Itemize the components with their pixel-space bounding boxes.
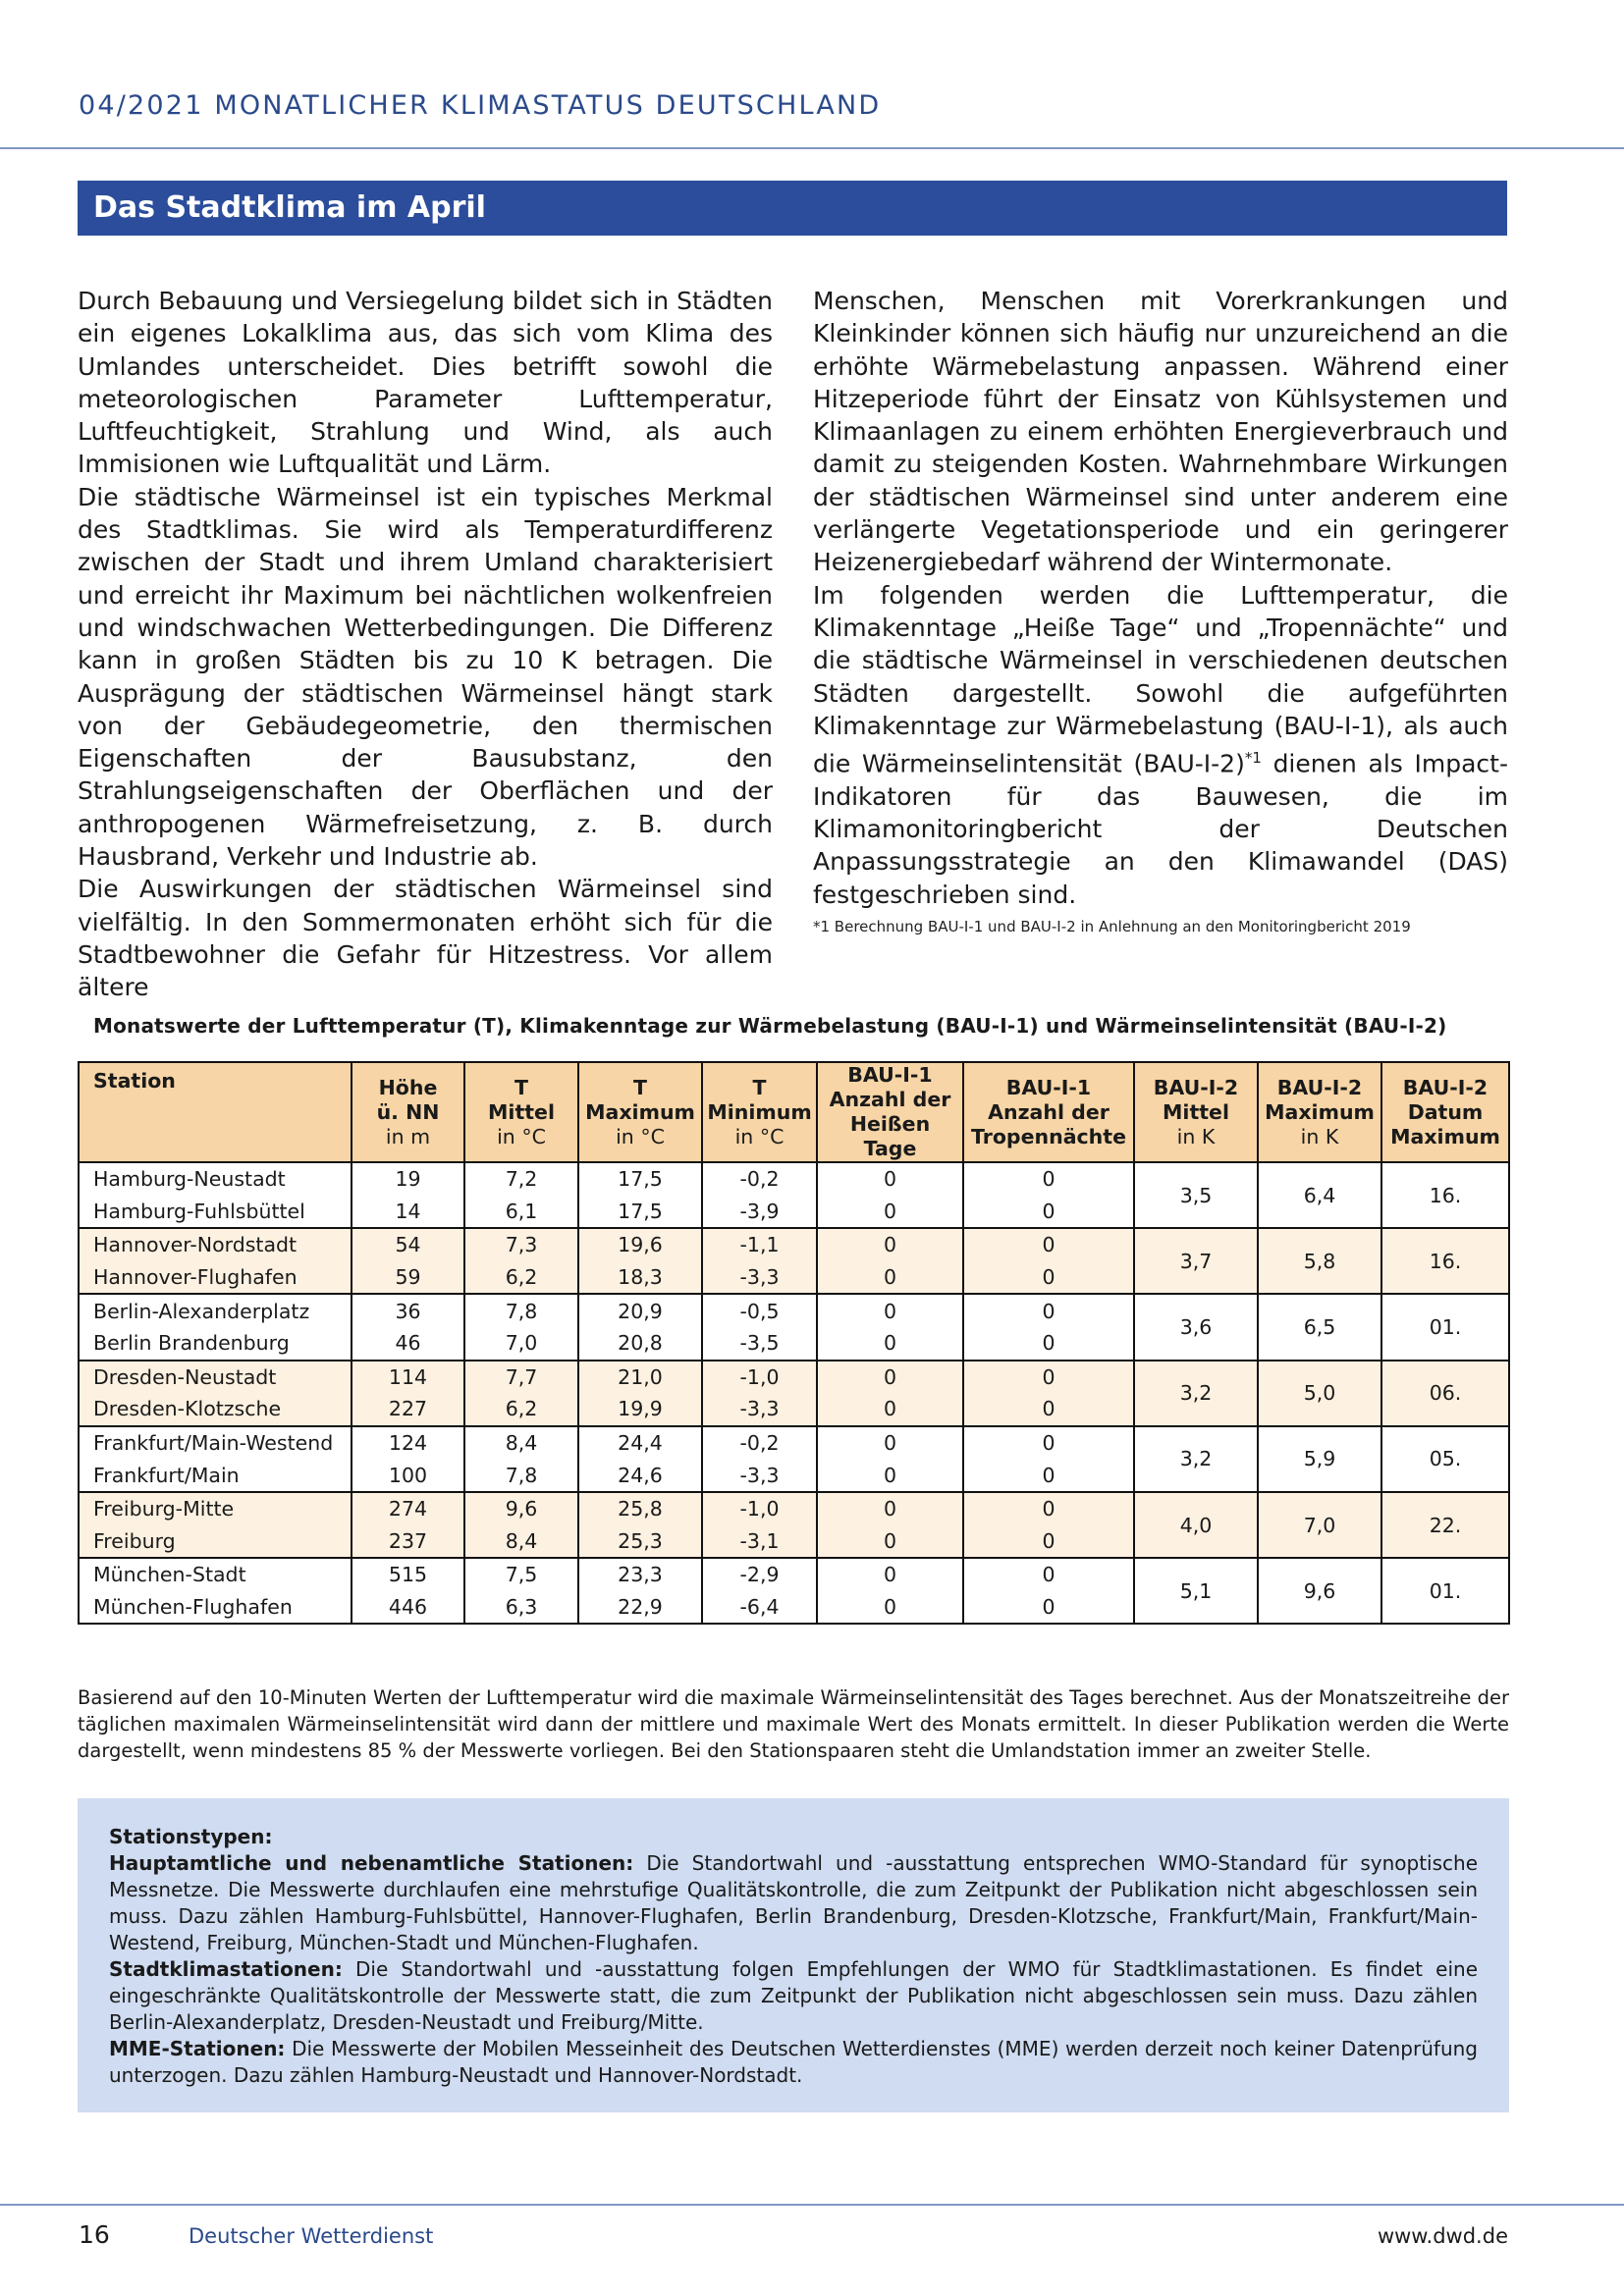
- value-cell: 0: [817, 1459, 963, 1492]
- heat-island-cell: 6,4: [1258, 1162, 1381, 1228]
- header-line: BAU-I-2: [1402, 1075, 1489, 1099]
- climate-table: [78, 1061, 1510, 1625]
- station-name-cell: Dresden-Klotzsche: [79, 1393, 352, 1426]
- value-cell: 0: [963, 1459, 1134, 1492]
- heat-island-cell: 7,0: [1258, 1492, 1381, 1558]
- footnote: *1 Berechnung BAU-I-1 und BAU-I-2 in Anlehnung an den Monitoringbericht 2019: [813, 918, 1411, 935]
- infobox-text: Die Standortwahl und -ausstattung entsprechen WMO-Standard für synoptische Messnetze. Die Messwerte durchlaufen eine mehrstufige Qualitätskontrolle, die zum Zeitpunkt der Publikation nicht abgeschlossen sein muss. Dazu zählen Hamburg-Fuhlsbüttel, Hannover-Flughafen, Berlin Brandenburg, Dresden-Klotzsche, Frankfurt/Main, Frankfurt/Main-Westend, Freiburg, München-Stadt und München-Flughafen.: [109, 1851, 1479, 1954]
- table-note: [78, 1684, 1509, 1764]
- heat-island-cell: 3,2: [1134, 1361, 1258, 1426]
- table-row: [79, 1492, 1509, 1525]
- value-cell: 0: [963, 1393, 1134, 1426]
- station-name-cell: Hamburg-Neustadt: [79, 1162, 352, 1196]
- value-cell: 7,3: [464, 1228, 578, 1261]
- header-unit: Tropennächte: [971, 1124, 1126, 1148]
- value-cell: 6,1: [464, 1196, 578, 1229]
- value-cell: -3,1: [702, 1525, 817, 1559]
- value-cell: 237: [352, 1525, 464, 1559]
- value-cell: 0: [817, 1393, 963, 1426]
- footer-divider: [0, 2204, 1624, 2206]
- value-cell: 0: [963, 1294, 1134, 1327]
- value-cell: 0: [817, 1361, 963, 1394]
- heat-island-cell: 5,1: [1134, 1558, 1258, 1624]
- value-cell: 20,8: [578, 1327, 702, 1361]
- section-title: Das Stadtklima im April: [78, 181, 1507, 236]
- value-cell: 0: [817, 1228, 963, 1261]
- station-name-cell: München-Stadt: [79, 1558, 352, 1591]
- station-name-cell: Hannover-Flughafen: [79, 1261, 352, 1295]
- header-divider: [0, 147, 1624, 149]
- header-unit: in °C: [616, 1124, 665, 1148]
- value-cell: 21,0: [578, 1361, 702, 1394]
- value-cell: 17,5: [578, 1162, 702, 1196]
- value-cell: 0: [963, 1492, 1134, 1525]
- header-line: Maximum: [1265, 1099, 1375, 1124]
- value-cell: 19: [352, 1162, 464, 1196]
- table-header-cell: [963, 1062, 1134, 1162]
- table-header-cell: [464, 1062, 578, 1162]
- value-cell: 7,5: [464, 1558, 578, 1591]
- infobox-text: Die Standortwahl und -ausstattung folgen Empfehlungen der WMO für Stadtklimastationen. Es findet eine eingeschränkte Qualitätskontrolle der Messwerte statt, die zum Zeitpunkt der Publikation nicht abgeschlossen sein muss. Dazu zählen Berlin-Alexanderplatz, Dresden-Neustadt und Freiburg/Mitte.: [109, 1957, 1478, 2034]
- heat-island-cell: 22.: [1381, 1492, 1509, 1558]
- header-line: Datum: [1407, 1099, 1484, 1124]
- table-row: [79, 1162, 1509, 1196]
- footnote-marker: *1: [1244, 749, 1262, 768]
- header-line: Anzahl der: [829, 1088, 951, 1111]
- running-header: 04/2021 MONATLICHER KLIMASTATUS DEUTSCHLAND: [79, 90, 882, 121]
- station-name-cell: Frankfurt/Main: [79, 1459, 352, 1492]
- page-number: 16: [79, 2220, 110, 2249]
- header-unit: in m: [385, 1124, 431, 1148]
- heat-island-cell: 3,2: [1134, 1426, 1258, 1492]
- value-cell: 14: [352, 1196, 464, 1229]
- heat-island-cell: 16.: [1381, 1162, 1509, 1228]
- value-cell: 227: [352, 1393, 464, 1426]
- heat-island-cell: 01.: [1381, 1294, 1509, 1360]
- header-unit: in °C: [734, 1124, 785, 1148]
- table-row: [79, 1228, 1509, 1261]
- value-cell: -1,0: [702, 1492, 817, 1525]
- value-cell: 0: [817, 1591, 963, 1625]
- infobox-term: Stadtklimastationen:: [109, 1957, 343, 1981]
- note-text: Basierend auf den 10-Minuten Werten der Lufttemperatur wird die maximale Wärmeinselintensität des Tages berechnet. Aus der Monatszeitreihe der täglichen maximalen Wärmeinselintensität wird dann der mittlere und maximale Wert des Monats ermittelt. In dieser Publikation werden die Werte dargestellt, wenn mindestens 85 % der Messwerte vorliegen. Bei den Stationspaaren steht die Umlandstation immer an zweiter Stelle.: [78, 1686, 1509, 1762]
- value-cell: 0: [963, 1426, 1134, 1460]
- heat-island-cell: 16.: [1381, 1228, 1509, 1294]
- heat-island-cell: 3,5: [1134, 1162, 1258, 1228]
- value-cell: 25,3: [578, 1525, 702, 1559]
- value-cell: 0: [817, 1525, 963, 1559]
- value-cell: 24,6: [578, 1459, 702, 1492]
- value-cell: 59: [352, 1261, 464, 1295]
- value-cell: 7,7: [464, 1361, 578, 1394]
- infobox-term: Hauptamtliche und nebenamtliche Stationen:: [109, 1851, 634, 1875]
- value-cell: 9,6: [464, 1492, 578, 1525]
- value-cell: 0: [963, 1162, 1134, 1196]
- heat-island-cell: 05.: [1381, 1426, 1509, 1492]
- value-cell: 0: [817, 1196, 963, 1229]
- value-cell: 22,9: [578, 1591, 702, 1625]
- table-row: [79, 1426, 1509, 1460]
- value-cell: 274: [352, 1492, 464, 1525]
- header-unit: Heißen Tage: [849, 1112, 931, 1160]
- header-line: Minimum: [707, 1099, 812, 1124]
- header-unit: Maximum: [1390, 1124, 1500, 1148]
- header-line: T: [514, 1075, 528, 1099]
- value-cell: -0,2: [702, 1162, 817, 1196]
- heat-island-cell: 3,6: [1134, 1294, 1258, 1360]
- value-cell: 0: [817, 1327, 963, 1361]
- value-cell: -0,5: [702, 1294, 817, 1327]
- heat-island-cell: 9,6: [1258, 1558, 1381, 1624]
- value-cell: 7,8: [464, 1459, 578, 1492]
- header-line: Anzahl der: [988, 1099, 1110, 1124]
- value-cell: -1,0: [702, 1361, 817, 1394]
- value-cell: -1,1: [702, 1228, 817, 1261]
- infobox-term: MME-Stationen:: [109, 2037, 286, 2060]
- table-caption: Monatswerte der Lufttemperatur (T), Klimakenntage zur Wärmebelastung (BAU-I-1) und Wärmeinselintensität (BAU-I-2): [93, 1014, 1447, 1038]
- heat-island-cell: 5,0: [1258, 1361, 1381, 1426]
- footer-url: www.dwd.de: [1377, 2224, 1508, 2248]
- paragraph: Durch Bebauung und Versiegelung bildet sich in Städten ein eigenes Lokalklima aus, das sich vom Klima des Umlandes unterscheidet. Dies betrifft sowohl die meteorologischen Parameter Lufttemperatur, Luftfeuchtigkeit, Strahlung und Wind, als auch Immisionen wie Luftqualität und Lärm.: [78, 287, 773, 479]
- header-line: BAU-I-1: [1005, 1075, 1092, 1099]
- station-name-cell: Berlin-Alexanderplatz: [79, 1294, 352, 1327]
- paragraph: Die städtische Wärmeinsel ist ein typisches Merkmal des Stadtklimas. Sie wird als Temperaturdifferenz zwischen der Stadt und ihrem Umland charakterisiert und erreicht ihr Maximum bei nächtlichen wolkenfreien und windschwachen Wetterbedingungen. Die Differenz kann in großen Städten bis zu 10 K betragen. Die Ausprägung der städtischen Wärmeinsel hängt stark von der Gebäudegeometrie, den thermischen Eigenschaften der Bausubstanz, den Strahlungseigenschaften der Oberflächen und der anthropogenen Wärmefreisetzung, z. B. durch Hausbrand, Verkehr und Industrie ab.: [78, 482, 773, 872]
- value-cell: 0: [963, 1196, 1134, 1229]
- value-cell: -6,4: [702, 1591, 817, 1625]
- table-header-cell: [1381, 1062, 1509, 1162]
- value-cell: 0: [963, 1591, 1134, 1625]
- value-cell: 124: [352, 1426, 464, 1460]
- value-cell: 19,9: [578, 1393, 702, 1426]
- value-cell: -2,9: [702, 1558, 817, 1591]
- station-types-box: [78, 1798, 1509, 2112]
- table-header-cell: [702, 1062, 817, 1162]
- value-cell: -3,3: [702, 1393, 817, 1426]
- value-cell: 515: [352, 1558, 464, 1591]
- header-line: Mittel: [1163, 1099, 1229, 1124]
- heat-island-cell: 06.: [1381, 1361, 1509, 1426]
- header-line: Höhe: [378, 1075, 438, 1099]
- value-cell: 0: [817, 1162, 963, 1196]
- station-name-cell: Hannover-Nordstadt: [79, 1228, 352, 1261]
- value-cell: 0: [963, 1261, 1134, 1295]
- table-header-cell: [79, 1062, 352, 1162]
- station-name-cell: Freiburg: [79, 1525, 352, 1559]
- infobox-text: Die Messwerte der Mobilen Messeinheit des Deutschen Wetterdienstes (MME) werden derzeit noch keiner Datenprüfung unterzogen. Dazu zählen Hamburg-Neustadt und Hannover-Nordstadt.: [109, 2037, 1478, 2087]
- table-row: [79, 1294, 1509, 1327]
- paragraph-text: dienen als Impact-Indikatoren für das Bauwesen, die im Klimamonitoringbericht der Deutschen Anpassungsstrategie an den Klimawandel (DAS) festgeschrieben sind.: [813, 749, 1508, 909]
- value-cell: 46: [352, 1327, 464, 1361]
- value-cell: -0,2: [702, 1426, 817, 1460]
- heat-island-cell: 5,9: [1258, 1426, 1381, 1492]
- header-line: BAU-I-2: [1153, 1075, 1239, 1099]
- value-cell: 23,3: [578, 1558, 702, 1591]
- value-cell: 0: [817, 1558, 963, 1591]
- station-name-cell: München-Flughafen: [79, 1591, 352, 1625]
- value-cell: 6,2: [464, 1261, 578, 1295]
- station-name-cell: Freiburg-Mitte: [79, 1492, 352, 1525]
- value-cell: 0: [963, 1361, 1134, 1394]
- footer-organization: Deutscher Wetterdienst: [189, 2224, 434, 2248]
- table-header-cell: [1134, 1062, 1258, 1162]
- value-cell: 0: [963, 1558, 1134, 1591]
- header-line: Station: [93, 1069, 176, 1093]
- value-cell: 25,8: [578, 1492, 702, 1525]
- paragraph: Die Auswirkungen der städtischen Wärmeinsel sind vielfältig. In den Sommermonaten erhöht sich für die Stadtbewohner die Gefahr für Hitzestress. Vor allem ältere: [78, 875, 773, 1002]
- value-cell: 114: [352, 1361, 464, 1394]
- paragraph: Menschen, Menschen mit Vorerkrankungen und Kleinkinder können sich häufig nur unzureichend an die erhöhte Wärmebelastung anpassen. Während einer Hitzeperiode führt der Einsatz von Kühlsystemen und Klimaanlagen zu einem erhöhten Energieverbrauch und damit zu steigenden Kosten. Wahrnehmbare Wirkungen der städtischen Wärmeinsel sind unter anderem eine verlängerte Vegetationsperiode und ein geringerer Heizenergiebedarf während der Wintermonate.: [813, 287, 1508, 577]
- value-cell: 100: [352, 1459, 464, 1492]
- station-name-cell: Hamburg-Fuhlsbüttel: [79, 1196, 352, 1229]
- header-line: Mittel: [488, 1099, 555, 1124]
- value-cell: 17,5: [578, 1196, 702, 1229]
- heat-island-cell: 01.: [1381, 1558, 1509, 1624]
- station-name-cell: Berlin Brandenburg: [79, 1327, 352, 1361]
- table-header-cell: [817, 1062, 963, 1162]
- table-row: [79, 1361, 1509, 1394]
- value-cell: 0: [817, 1261, 963, 1295]
- station-name-cell: Dresden-Neustadt: [79, 1361, 352, 1394]
- value-cell: 0: [963, 1228, 1134, 1261]
- paragraph: [813, 579, 1508, 911]
- table-row: [79, 1558, 1509, 1591]
- value-cell: 0: [817, 1294, 963, 1327]
- value-cell: 8,4: [464, 1525, 578, 1559]
- header-line: Maximum: [585, 1099, 695, 1124]
- table-header-cell: [1258, 1062, 1381, 1162]
- value-cell: -3,9: [702, 1196, 817, 1229]
- header-line: T: [752, 1075, 767, 1099]
- header-line: BAU-I-2: [1276, 1075, 1363, 1099]
- heat-island-cell: 3,7: [1134, 1228, 1258, 1294]
- value-cell: 54: [352, 1228, 464, 1261]
- value-cell: -3,3: [702, 1261, 817, 1295]
- value-cell: 6,2: [464, 1393, 578, 1426]
- table-header-cell: [578, 1062, 702, 1162]
- value-cell: 7,2: [464, 1162, 578, 1196]
- value-cell: 18,3: [578, 1261, 702, 1295]
- value-cell: 446: [352, 1591, 464, 1625]
- value-cell: 24,4: [578, 1426, 702, 1460]
- value-cell: 6,3: [464, 1591, 578, 1625]
- value-cell: 8,4: [464, 1426, 578, 1460]
- paragraph-text: Im folgenden werden die Lufttemperatur, die Klimakenntage „Heiße Tage“ und „Tropennächte“ und die städtische Wärmeinsel in verschiedenen deutschen Städten dargestellt. Sowohl die aufgeführten Klimakenntage zur Wärmebelastung (BAU-I-1), als auch die Wärmeinselintensität (BAU-I-2): [813, 580, 1508, 778]
- header-line: T: [633, 1075, 647, 1099]
- header-unit: in K: [1176, 1124, 1216, 1148]
- heat-island-cell: 5,8: [1258, 1228, 1381, 1294]
- value-cell: 7,0: [464, 1327, 578, 1361]
- value-cell: 20,9: [578, 1294, 702, 1327]
- value-cell: -3,3: [702, 1459, 817, 1492]
- header-unit: in °C: [497, 1124, 546, 1148]
- body-column-right: [813, 285, 1508, 911]
- header-line: ü. NN: [376, 1099, 440, 1124]
- infobox-title: Stationstypen:: [109, 1825, 273, 1848]
- heat-island-cell: 4,0: [1134, 1492, 1258, 1558]
- value-cell: 36: [352, 1294, 464, 1327]
- header-unit: in K: [1300, 1124, 1339, 1148]
- value-cell: 0: [817, 1492, 963, 1525]
- body-column-left: [78, 285, 773, 1004]
- value-cell: 0: [963, 1525, 1134, 1559]
- header-line: BAU-I-1: [847, 1063, 933, 1087]
- value-cell: 19,6: [578, 1228, 702, 1261]
- value-cell: 0: [963, 1327, 1134, 1361]
- value-cell: -3,5: [702, 1327, 817, 1361]
- heat-island-cell: 6,5: [1258, 1294, 1381, 1360]
- table-header-cell: [352, 1062, 464, 1162]
- value-cell: 7,8: [464, 1294, 578, 1327]
- value-cell: 0: [817, 1426, 963, 1460]
- station-name-cell: Frankfurt/Main-Westend: [79, 1426, 352, 1460]
